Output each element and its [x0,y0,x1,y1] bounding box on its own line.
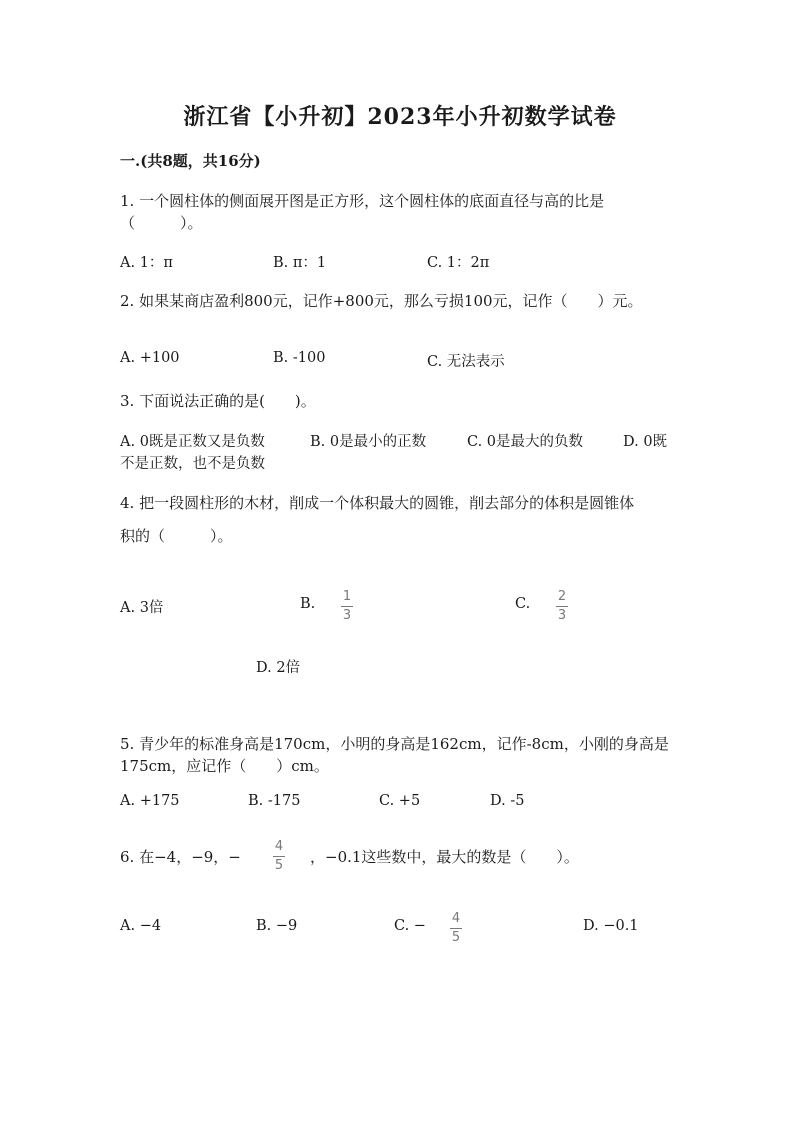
question-2-option-a: A. +100 [120,350,180,366]
fraction-denominator: 3 [557,608,567,623]
question-4-text-cont: 积的（ ）。 [120,527,233,545]
fraction-numerator: 4 [451,911,461,926]
fraction-bar [341,606,353,607]
section-heading: 一.(共8题，共16分) [120,152,261,170]
question-6-option-a: A. −4 [120,918,162,934]
question-5-text-cont: 175cm，应记作（ ）cm。 [120,757,329,775]
question-6-option-b: B. −9 [256,918,298,934]
fraction-bar [556,606,568,607]
question-4-option-a: A. 3倍 [120,600,164,616]
fraction-numerator: 4 [274,839,284,854]
question-3-text: 3. 下面说法正确的是( )。 [120,392,316,410]
question-4-option-c-fraction [556,590,568,623]
question-5-option-a: A. +175 [120,793,180,809]
question-6-text: 6. 在−4，−9，− [120,848,241,866]
question-5-text: 5. 青少年的标准身高是170cm，小明的身高是162cm，记作-8cm，小刚的身高是 [120,735,669,753]
fraction-bar [450,928,462,929]
fraction-denominator: 3 [342,608,352,623]
fraction-bar [273,856,285,857]
fraction-numerator: 2 [557,589,567,604]
question-3-option-d: D. 0既 [623,434,668,450]
question-6-option-c: C. − [394,918,426,934]
question-1-text-cont: （ ）。 [120,214,203,232]
question-4-text: 4. 把一段圆柱形的木材，削成一个体积最大的圆锥，削去部分的体积是圆锥体 [120,494,635,512]
question-2-text: 2. 如果某商店盈利800元，记作+800元，那么亏损100元，记作（ ）元。 [120,292,643,310]
question-4-option-b-fraction [341,590,353,623]
question-1-option-b: B. π：1 [273,255,327,271]
question-2-option-b: B. -100 [273,350,326,366]
question-4-option-c: C. [515,596,531,612]
question-3-option-d-cont: 不是正数，也不是负数 [120,456,265,472]
fraction-denominator: 5 [451,930,461,945]
page-title: 浙江省【小升初】2023年小升初数学试卷 [183,104,617,130]
question-1-option-a: A. 1：π [120,255,173,271]
question-6-option-c-fraction [450,912,462,945]
question-1-option-c: C. 1：2π [427,255,490,271]
question-6-fraction [273,840,285,873]
question-1-text: 1. 一个圆柱体的侧面展开图是正方形，这个圆柱体的底面直径与高的比是 [120,192,605,210]
question-4-option-b: B. [300,596,316,612]
fraction-denominator: 5 [274,858,284,873]
question-2-option-c: C. 无法表示 [427,354,505,370]
question-3-option-c: C. 0是最大的负数 [467,434,584,450]
question-6-option-d: D. −0.1 [583,918,639,934]
question-5-option-d: D. -5 [490,793,525,809]
question-5-option-c: C. +5 [379,793,421,809]
question-5-option-b: B. -175 [248,793,301,809]
question-4-option-d: D. 2倍 [256,660,301,676]
question-3-option-b: B. 0是最小的正数 [310,434,427,450]
fraction-numerator: 1 [342,589,352,604]
question-3-option-a: A. 0既是正数又是负数 [120,434,265,450]
question-6-text-cont: ，−0.1这些数中，最大的数是（ ）。 [310,848,579,866]
